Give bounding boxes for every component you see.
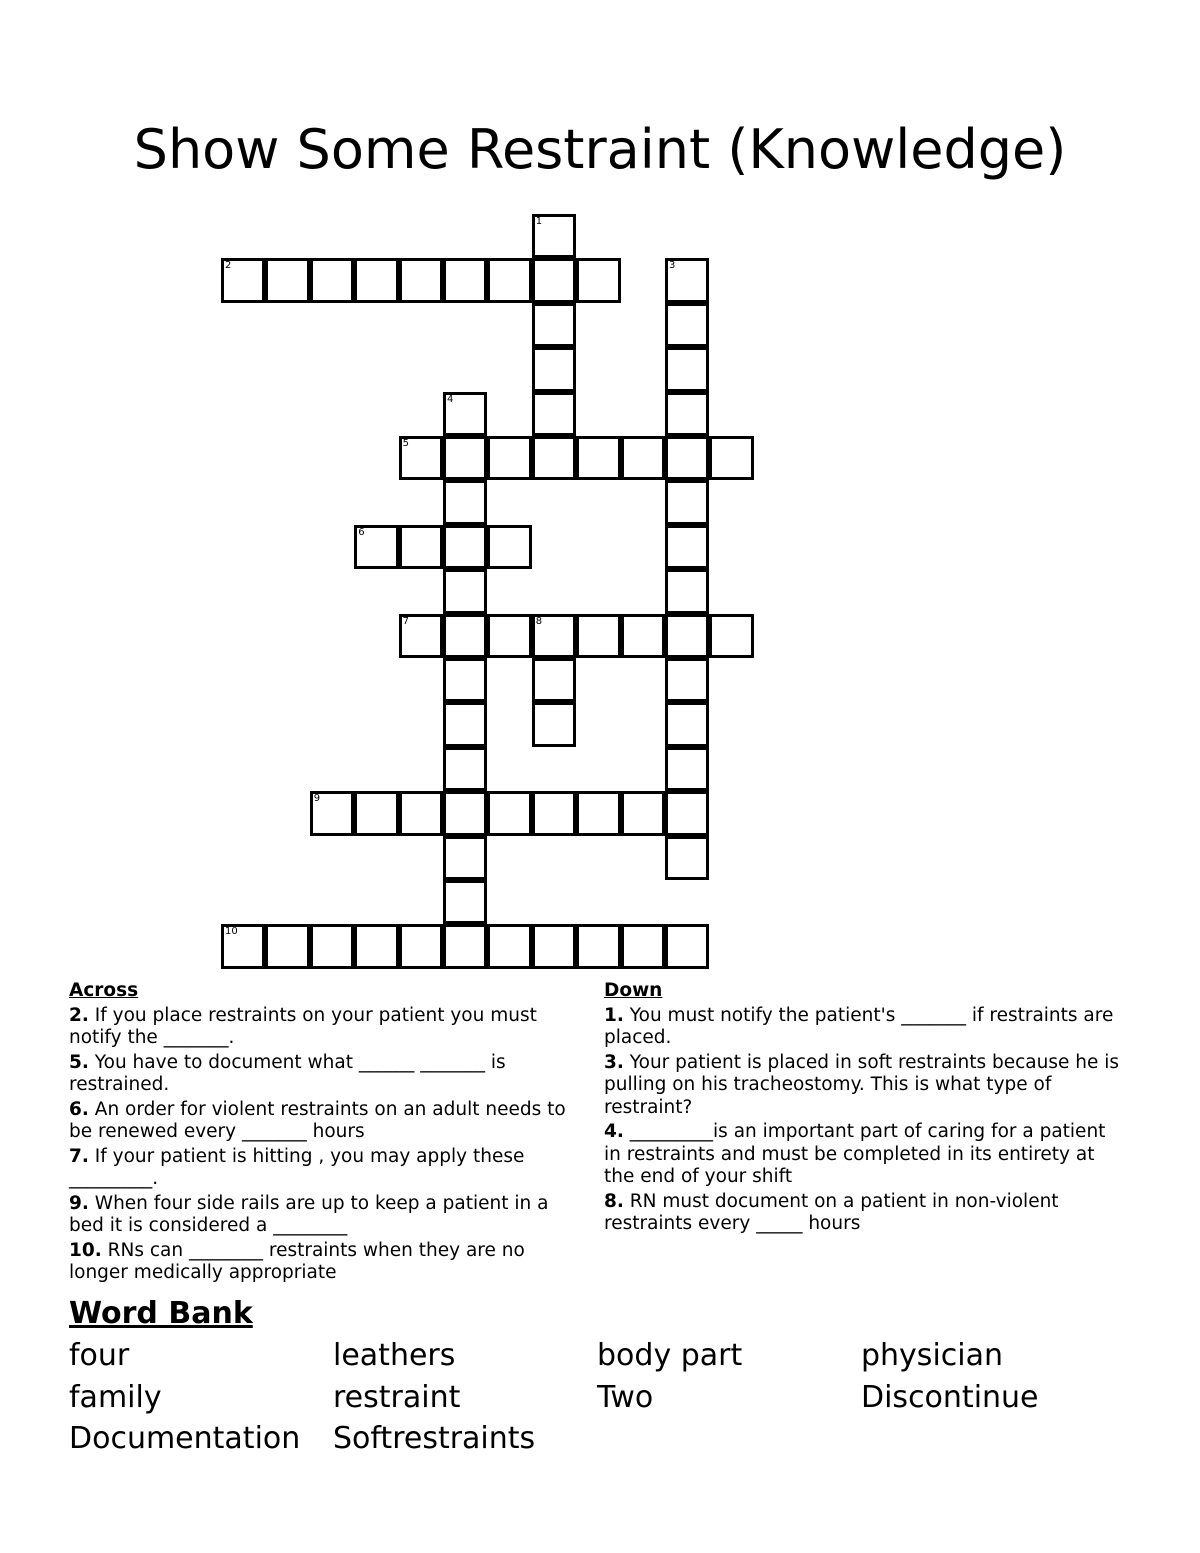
word-bank-item: Documentation [69,1421,301,1456]
clue-text: You must notify the patient's _______ if restraints are placed. [604,1004,1114,1048]
clue-text: You have to document what ______ _______ is restrained. [69,1051,506,1095]
clue-number: 1. [604,1004,624,1026]
word-bank-item: body part [597,1338,743,1373]
grid-cell[interactable] [576,258,620,302]
grid-cell[interactable] [665,924,709,968]
grid-cell[interactable] [354,525,398,569]
grid-cell[interactable] [443,836,487,880]
down-clue-list [604,1005,1124,1236]
word-bank-item: Discontinue [861,1379,1039,1415]
grid-cell[interactable] [487,258,531,302]
grid-cell[interactable] [532,658,576,702]
grid-cell[interactable] [665,436,709,480]
grid-cell[interactable] [665,836,709,880]
grid-cell[interactable] [354,258,398,302]
grid-cell[interactable] [443,480,487,524]
grid-cell[interactable] [399,924,443,968]
grid-cell[interactable] [532,258,576,302]
word-bank-item: Softrestraints [333,1421,536,1456]
grid-cell[interactable] [399,525,443,569]
grid-cell[interactable] [621,924,665,968]
grid-cell[interactable] [221,258,265,302]
word-bank-item: family [69,1379,162,1415]
clue-text: RNs can ________ restraints when they are no longer medically appropriate [69,1239,525,1283]
grid-cell[interactable] [310,791,354,835]
clue-number: 2 [225,260,232,272]
grid-cell[interactable] [665,791,709,835]
grid-cell[interactable] [443,880,487,924]
grid-cell[interactable] [665,658,709,702]
clue-number: 6. [69,1098,89,1120]
word-bank-item: physician [861,1338,1004,1373]
grid-cell[interactable] [443,569,487,613]
grid-cell[interactable] [443,392,487,436]
across-clue-list [69,1005,579,1285]
grid-cell[interactable] [399,614,443,658]
grid-cell[interactable] [443,658,487,702]
clue-text: An order for violent restraints on an adult needs to be renewed every _______ hours [69,1098,566,1142]
grid-cell[interactable] [354,924,398,968]
clue-number: 3 [669,260,676,272]
grid-cell[interactable] [665,702,709,746]
across-clue [69,1193,579,1238]
grid-cell[interactable] [265,258,309,302]
grid-cell[interactable] [532,702,576,746]
grid-cell[interactable] [443,747,487,791]
clue-number: 5. [69,1051,89,1073]
grid-cell[interactable] [576,924,620,968]
clue-number: 7. [69,1145,89,1167]
grid-cell[interactable] [354,791,398,835]
grid-cell[interactable] [532,347,576,391]
clue-number: 2. [69,1004,89,1026]
grid-cell[interactable] [399,791,443,835]
page-title: Show Some Restraint (Knowledge) [133,118,1067,181]
grid-cell[interactable] [665,258,709,302]
down-clue [604,1052,1124,1120]
grid-cell[interactable] [665,614,709,658]
grid-cell[interactable] [621,614,665,658]
grid-cell[interactable] [487,924,531,968]
grid-cell[interactable] [310,924,354,968]
across-clue [69,1052,579,1097]
grid-cell[interactable] [532,214,576,258]
grid-cell[interactable] [532,924,576,968]
grid-cell[interactable] [665,569,709,613]
clue-number: 1 [535,216,543,227]
clue-text: RN must document on a patient in non-violent restraints every _____ hours [604,1190,1059,1234]
word-bank-title: Word Bank [69,1296,253,1331]
word-bank-item: leathers [333,1338,456,1373]
grid-cell[interactable] [443,702,487,746]
across-heading: Across [69,980,139,1001]
grid-cell[interactable] [665,347,709,391]
grid-cell[interactable] [443,791,487,835]
across-clues [69,980,579,1287]
grid-cell[interactable] [443,614,487,658]
grid-cell[interactable] [576,436,620,480]
clue-number: 6 [358,526,365,538]
grid-cell[interactable] [443,525,487,569]
grid-cell[interactable] [487,436,531,480]
grid-cell[interactable] [621,436,665,480]
grid-cell[interactable] [443,924,487,968]
grid-cell[interactable] [709,436,753,480]
down-clues [604,980,1124,1238]
grid-cell[interactable] [399,258,443,302]
grid-cell[interactable] [576,614,620,658]
word-bank-item: Two [597,1379,654,1415]
grid-cell[interactable] [221,924,265,968]
clue-number: 9 [313,793,321,805]
grid-cell[interactable] [487,614,531,658]
grid-cell[interactable] [665,392,709,436]
clue-number: 10 [225,926,238,938]
down-clue [604,1005,1124,1050]
clue-number: 4. [604,1121,624,1142]
word-bank-item: four [69,1338,130,1373]
clue-number: 5 [402,438,409,449]
clue-text: When four side rails are up to keep a patient in a bed it is considered a ________ [69,1192,549,1236]
clue-number: 8 [535,615,543,627]
clue-number: 7 [402,615,409,627]
across-clue [69,1146,579,1191]
grid-cell[interactable] [532,436,576,480]
grid-cell[interactable] [665,525,709,569]
down-heading: Down [604,980,663,1001]
grid-cell[interactable] [665,480,709,524]
grid-cell[interactable] [709,614,753,658]
across-clue [69,1005,579,1050]
grid-cell[interactable] [665,303,709,347]
down-clue [604,1191,1124,1236]
clue-text: _________is an important part of caring for a patient in restraints and must be completed in its entirety at the end of your shift [604,1121,1106,1187]
across-clue [69,1099,579,1144]
down-clue [604,1121,1124,1189]
grid-cell[interactable] [621,791,665,835]
grid-cell[interactable] [265,924,309,968]
word-bank-item: restraint [333,1379,461,1415]
grid-cell[interactable] [532,303,576,347]
grid-cell[interactable] [576,791,620,835]
grid-cell[interactable] [532,791,576,835]
grid-cell[interactable] [532,614,576,658]
clue-text: If you place restraints on your patient you must notify the _______. [69,1004,537,1048]
clue-number: 10. [69,1239,102,1261]
grid-cell[interactable] [487,791,531,835]
clue-number: 3. [604,1051,624,1073]
clue-number: 9. [69,1192,89,1214]
clue-number: 8. [604,1190,624,1212]
grid-cell[interactable] [399,436,443,480]
clue-number: 4 [447,393,454,405]
grid-cell[interactable] [487,525,531,569]
grid-cell[interactable] [665,747,709,791]
grid-cell[interactable] [443,436,487,480]
clue-text: Your patient is placed in soft restraints because he is pulling on his tracheostomy. This is what type of restraint? [604,1051,1120,1118]
clue-text: If your patient is hitting , you may apply these _________. [69,1145,525,1189]
across-clue [69,1240,579,1285]
word-bank [69,1338,1149,1463]
grid-cell[interactable] [532,392,576,436]
grid-cell[interactable] [310,258,354,302]
grid-cell[interactable] [443,258,487,302]
